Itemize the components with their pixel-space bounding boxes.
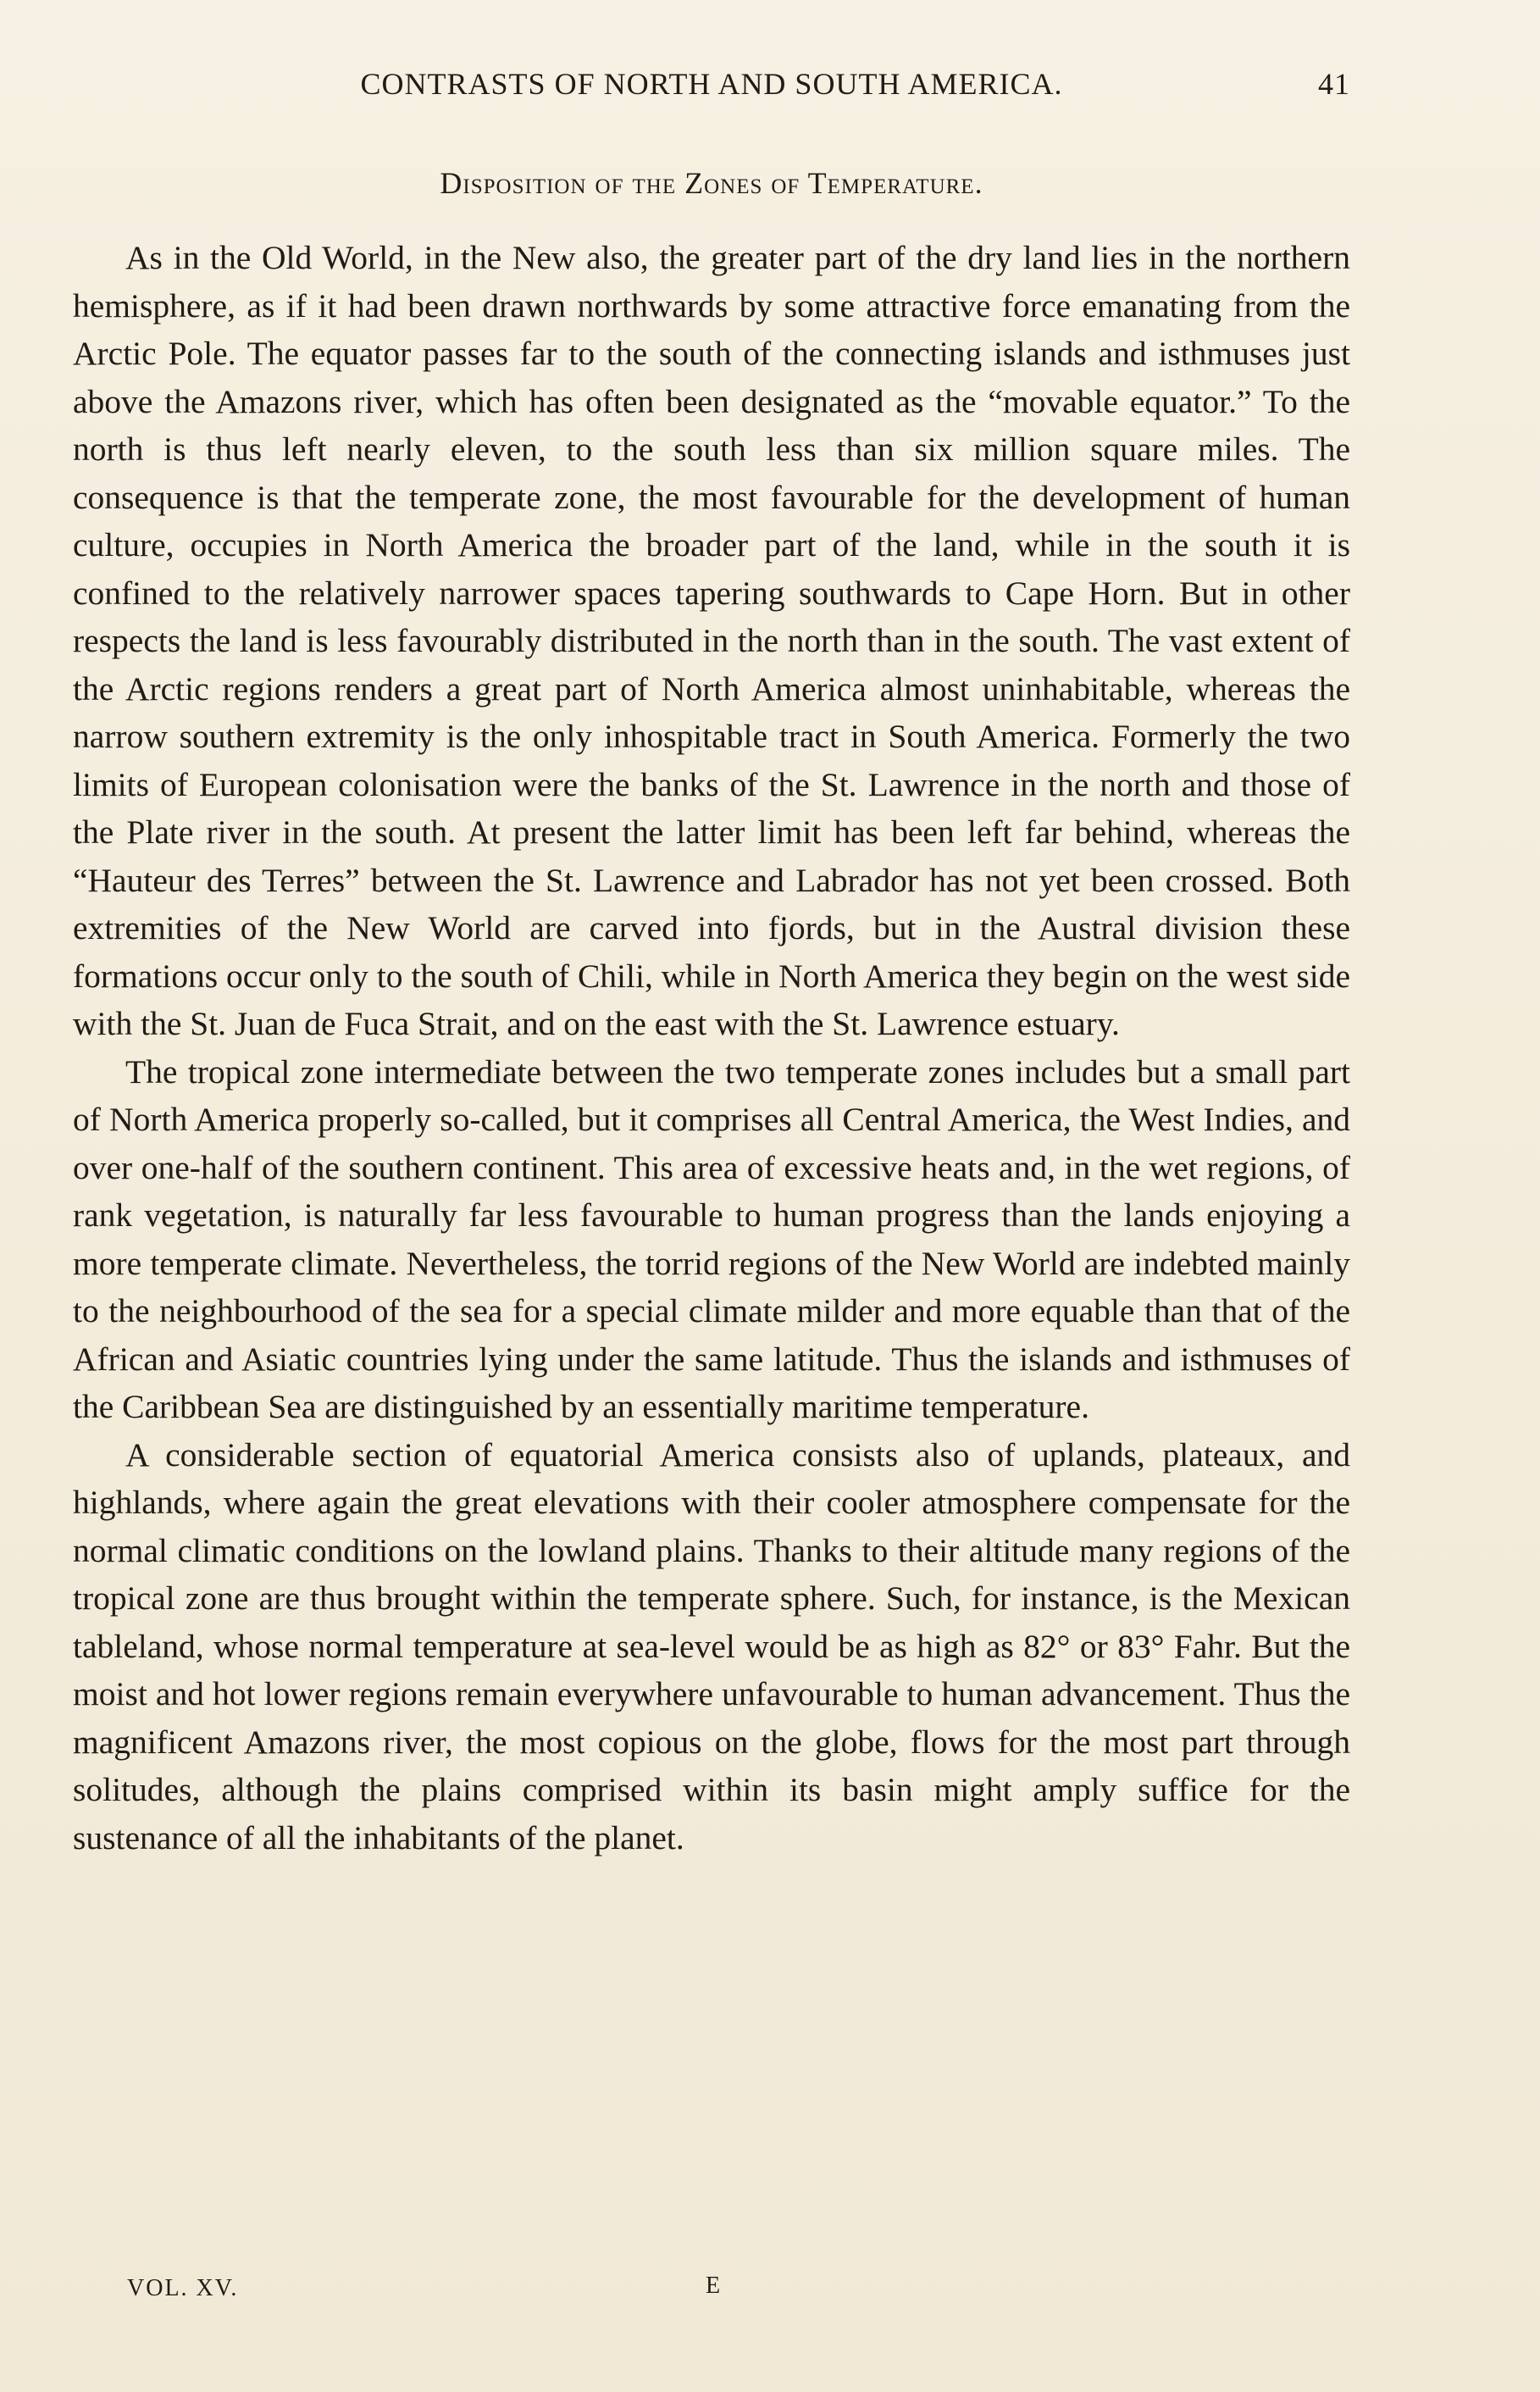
- page-number: 41: [1318, 67, 1350, 101]
- volume-marker: VOL. XV.: [127, 2275, 239, 2301]
- paragraph: The tropical zone intermediate between the two temperate zones includes but a small part of North America properly so-called, but it comprises all Central America, the West Indies, and over one-half of the southern continent. This area of excessive heats and, in the wet regions, of rank vegetation, is naturally far less favourable to human progress than the lands enjoying a more temperate climate. Nevertheless, the torrid regions of the New World are indebted mainly to the neighbourhood of the sea for a special climate milder and more equable than that of the African and Asiatic countries lying under the same latitude. Thus the islands and isthmuses of the Caribbean Sea are distinguished by an essentially maritime temperature.: [73, 1052, 1350, 1425]
- signature-mark: E: [706, 2273, 721, 2299]
- body-text: [73, 234, 1350, 1862]
- section-heading: Disposition of the Zones of Temperature.: [440, 166, 983, 200]
- running-head: [73, 66, 1350, 108]
- paragraph: As in the Old World, in the New also, the greater part of the dry land lies in the northern hemisphere, as if it had been drawn northwards by some attractive force emanating from the Arctic Pole. The equator passes far to the south of the connecting islands and isthmuses just above the Amazons river, which has often been designated as the “movable equator.” To the north is thus left nearly eleven, to the south less than six million square miles. The consequence is that the temperate zone, the most favourable for the development of human culture, occupies in North America the broader part of the land, while in the south it is confined to the relatively narrower spaces tapering southwards to Cape Horn. But in other respects the land is less favourably distributed in the north than in the south. The vast extent of the Arctic regions renders a great part of North America almost uninhabitable, whereas the narrow southern extremity is the only inhospitable tract in South America. Formerly the two limits of European colonisation were the banks of the St. Lawrence in the north and those of the Plate river in the south. At present the latter limit has been left far behind, whereas the “Hauteur des Terres” between the St. Lawrence and Labrador has not yet been crossed. Both extremities of the New World are carved into fjords, but in the Austral division these formations occur only to the south of Chili, while in North America they begin on the west side with the St. Juan de Fuca Strait, and on the east with the St. Lawrence estuary.: [73, 239, 1350, 1042]
- paragraph: A considerable section of equatorial America consists also of uplands, plateaux, and highlands, where again the great elevations with their cooler atmosphere compensate for the normal climatic conditions on the lowland plains. Thanks to their altitude many regions of the tropical zone are thus brought within the temperate sphere. Such, for instance, is the Mexican tableland, whose normal temperature at sea-level would be as high as 82° or 83° Fahr. But the moist and hot lower regions remain everywhere unfavourable to human advancement. Thus the magnificent Amazons river, the most copious on the globe, flows for the most part through solitudes, although the plains comprised within its basin might amply suffice for the sustenance of all the inhabitants of the planet.: [73, 1435, 1350, 1856]
- running-title: CONTRASTS OF NORTH AND SOUTH AMERICA.: [360, 67, 1063, 101]
